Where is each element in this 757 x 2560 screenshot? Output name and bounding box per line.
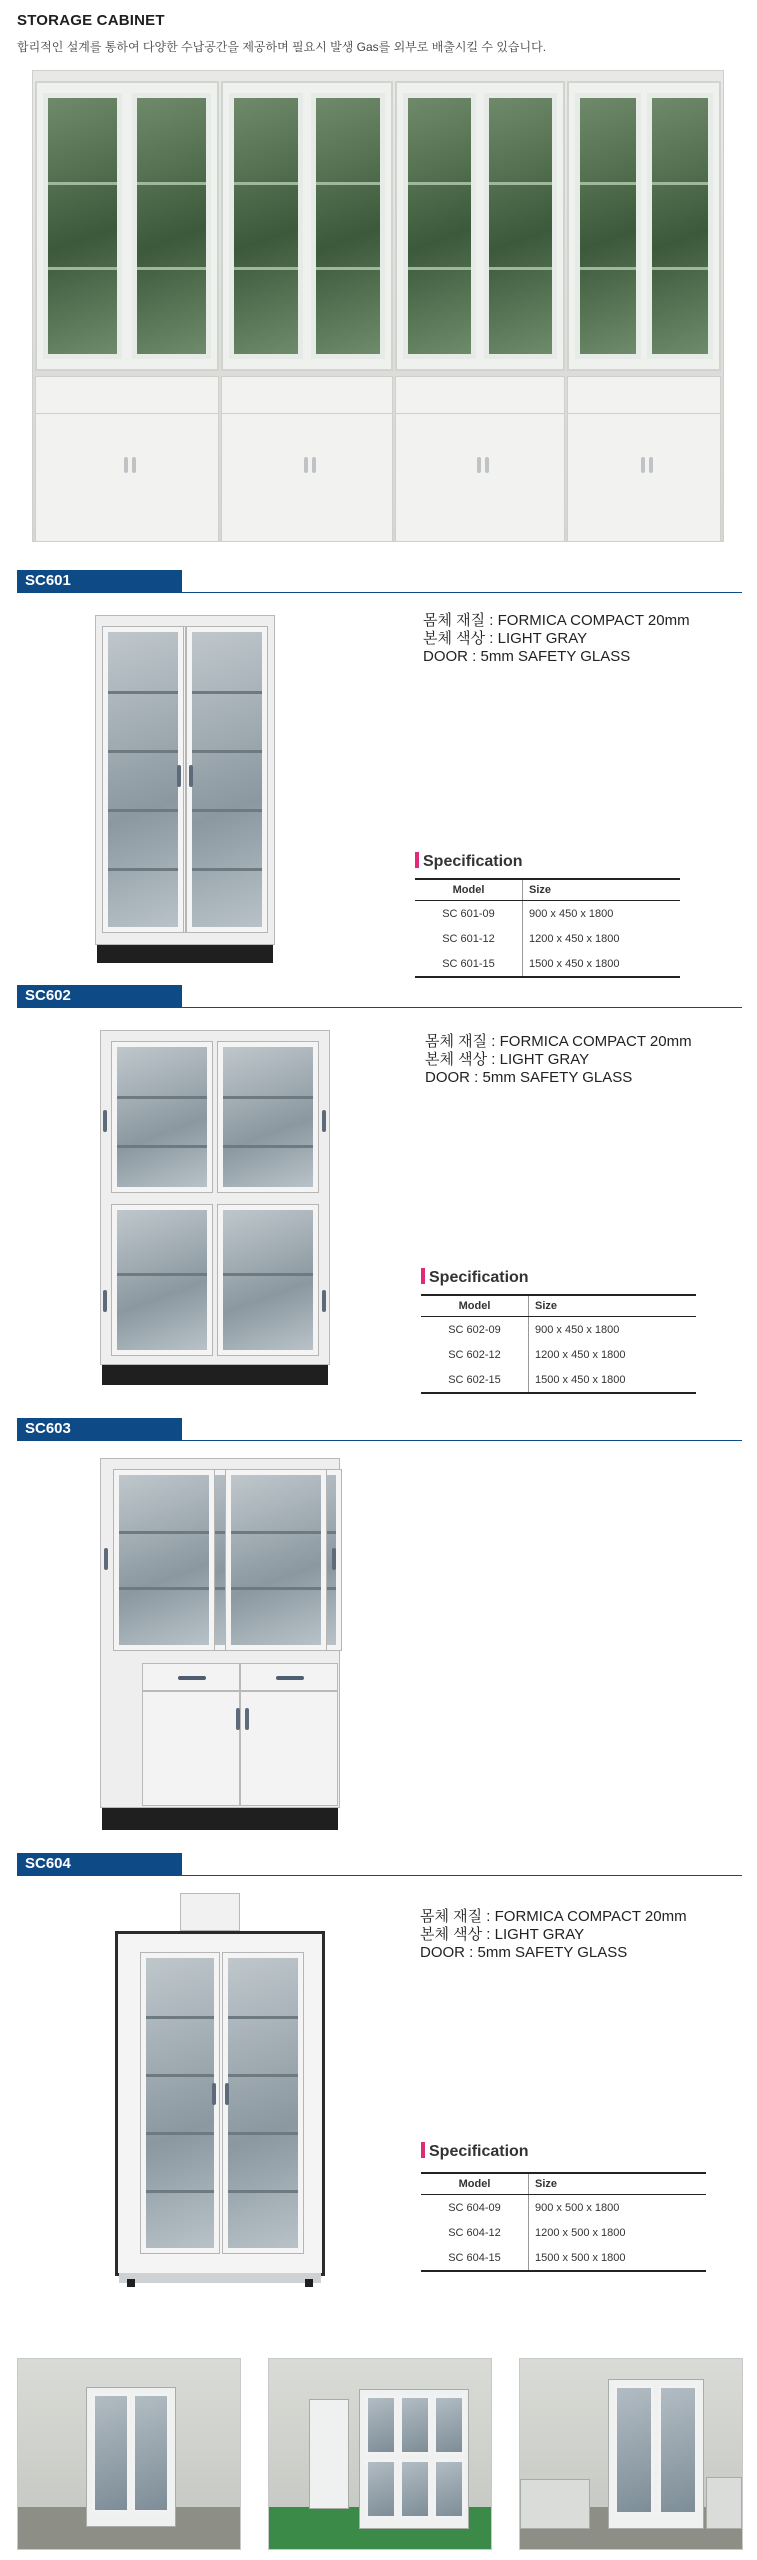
size-cell: 1500 x 500 x 1800	[529, 2245, 707, 2271]
page-title: STORAGE CABINET	[17, 12, 165, 29]
product-image-sc601	[95, 615, 275, 965]
page-description: 합리적인 설계를 통하여 다양한 수납공간을 제공하며 필요시 발생 Gas를 외부로 배출시킬 수 있습니다.	[17, 40, 547, 54]
table-row	[421, 2220, 706, 2245]
table-header-model: Model	[415, 879, 523, 901]
section-code: SC603	[17, 1418, 182, 1440]
table-row	[421, 2195, 706, 2221]
section-header-sc601	[17, 570, 742, 596]
model-cell: SC 601-15	[415, 951, 523, 977]
section-header-sc602	[17, 985, 742, 1011]
spec-heading-sc602	[421, 1268, 529, 1287]
table-row	[421, 1367, 696, 1393]
spec-lines-sc604	[420, 1908, 687, 1962]
size-cell: 900 x 450 x 1800	[529, 907, 614, 920]
table-row	[421, 2245, 706, 2271]
spec-color: 본체 색상 : LIGHT GRAY	[423, 630, 588, 647]
table-header-model: Model	[421, 1295, 529, 1317]
spec-marker-icon	[421, 2142, 425, 2158]
spec-heading-sc601	[415, 852, 523, 871]
spec-lines-sc602	[425, 1033, 692, 1087]
spec-color: 본체 색상 : LIGHT GRAY	[425, 1051, 590, 1068]
section-header-sc603	[17, 1418, 742, 1444]
spec-color: 본체 색상 : LIGHT GRAY	[420, 1926, 585, 1943]
table-header-model: Model	[421, 2173, 529, 2195]
spec-marker-icon	[415, 852, 419, 868]
size-cell: 900 x 450 x 1800	[535, 1323, 620, 1336]
size-cell: 1200 x 500 x 1800	[535, 2226, 626, 2239]
size-cell: 1500 x 450 x 1800	[523, 951, 681, 977]
section-code: SC601	[17, 570, 182, 592]
section-header-sc604	[17, 1853, 742, 1879]
table-row	[421, 1317, 696, 1343]
product-image-sc604	[115, 1893, 325, 2288]
spec-table-sc601	[415, 878, 680, 978]
spec-marker-icon	[421, 1268, 425, 1284]
install-photo-1	[17, 2358, 241, 2550]
install-photo-2	[268, 2358, 492, 2550]
spec-material: 몸체 재질 : FORMICA COMPACT 20mm	[423, 612, 690, 629]
table-row	[415, 926, 680, 951]
hero-cabinet-photo	[32, 70, 724, 542]
table-header-size: Size	[529, 2173, 707, 2195]
table-row	[421, 1342, 696, 1367]
model-cell: SC 602-09	[421, 1317, 529, 1343]
table-row	[415, 901, 680, 927]
spec-heading-label: Specification	[429, 2143, 529, 2160]
model-cell: SC 602-15	[421, 1367, 529, 1393]
section-code: SC602	[17, 985, 182, 1007]
model-cell: SC 601-12	[415, 926, 523, 951]
table-header-size: Size	[523, 879, 681, 901]
spec-door: DOOR : 5mm SAFETY GLASS	[420, 1944, 628, 1961]
spec-material: 몸체 재질 : FORMICA COMPACT 20mm	[420, 1908, 687, 1925]
size-cell: 900 x 500 x 1800	[535, 2201, 620, 2214]
spec-door: DOOR : 5mm SAFETY GLASS	[423, 648, 631, 665]
spec-table-sc604	[421, 2172, 706, 2272]
product-image-sc603	[100, 1458, 340, 1833]
spec-heading-label: Specification	[429, 1269, 529, 1286]
model-cell: SC 604-15	[421, 2245, 529, 2271]
size-cell: 1200 x 450 x 1800	[535, 1348, 626, 1361]
model-cell: SC 604-12	[421, 2220, 529, 2245]
model-cell: SC 601-09	[415, 901, 523, 927]
spec-table-sc602	[421, 1294, 696, 1394]
section-code: SC604	[17, 1853, 182, 1875]
spec-heading-sc604	[421, 2142, 529, 2161]
install-photo-3	[519, 2358, 743, 2550]
table-header-size: Size	[529, 1295, 697, 1317]
model-cell: SC 604-09	[421, 2195, 529, 2221]
spec-heading-label: Specification	[423, 853, 523, 870]
product-image-sc602	[100, 1030, 330, 1390]
spec-lines-sc601	[423, 612, 690, 666]
size-cell: 1500 x 450 x 1800	[529, 1367, 697, 1393]
table-row	[415, 951, 680, 977]
spec-material: 몸체 재질 : FORMICA COMPACT 20mm	[425, 1033, 692, 1050]
size-cell: 1200 x 450 x 1800	[529, 932, 620, 945]
model-cell: SC 602-12	[421, 1342, 529, 1367]
spec-door: DOOR : 5mm SAFETY GLASS	[425, 1069, 633, 1086]
